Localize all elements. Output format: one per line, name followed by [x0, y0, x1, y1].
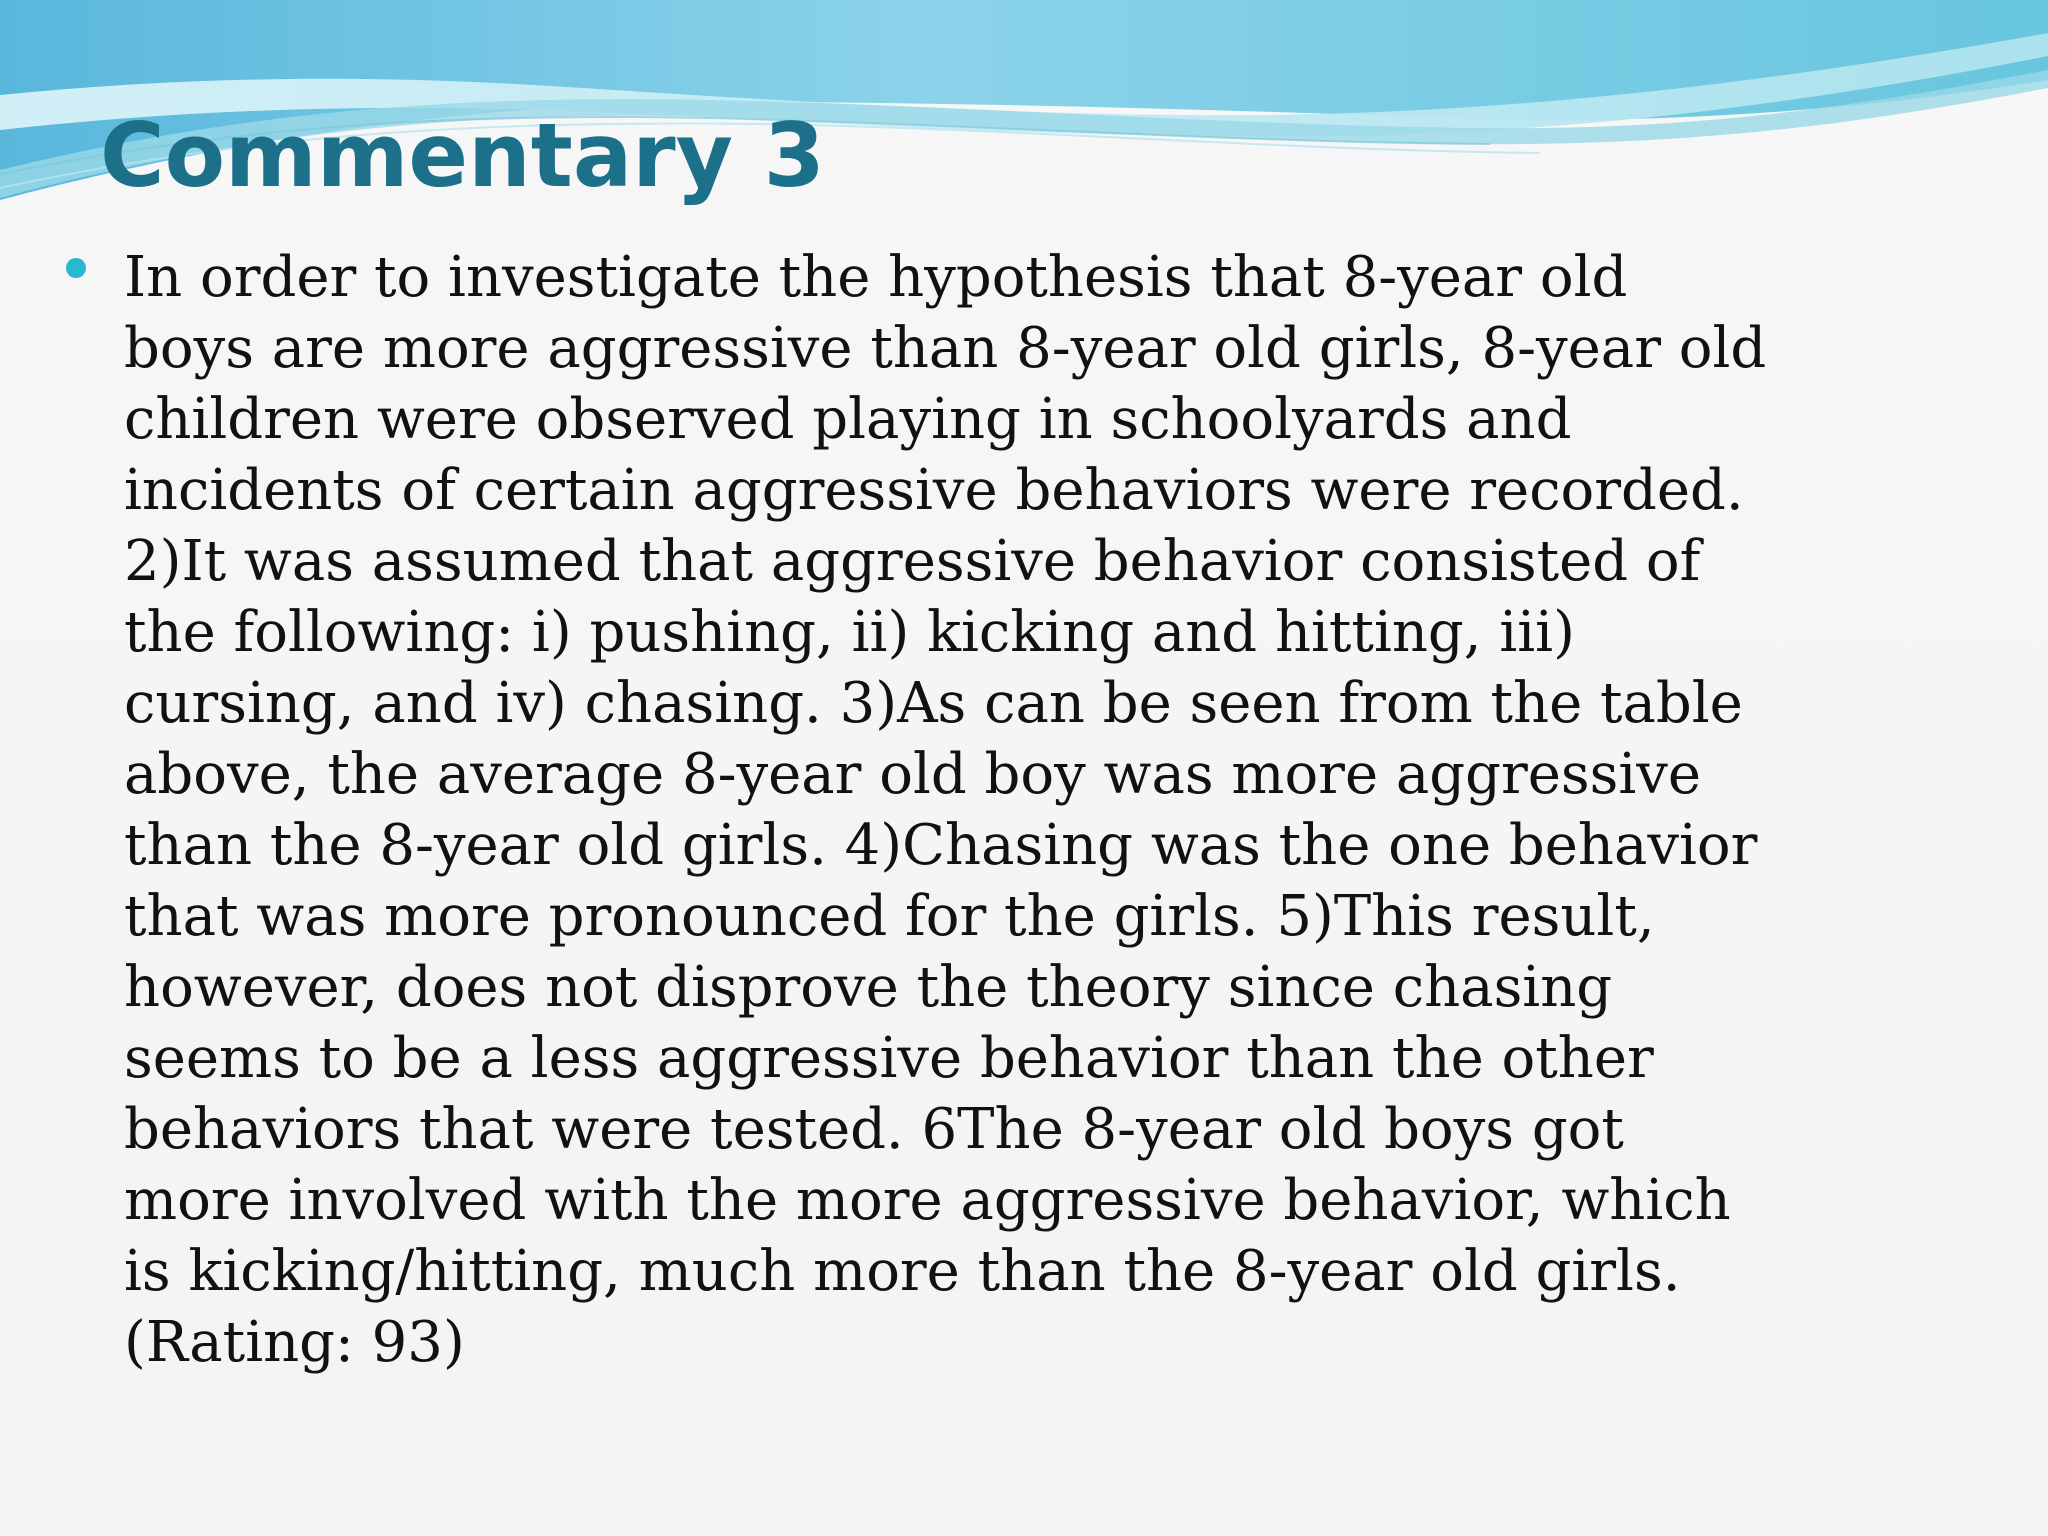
commentary-body — [124, 242, 2004, 1378]
body-line: the following: i) pushing, ii) kicking and hitting, iii) — [124, 600, 1575, 665]
bullet-icon — [66, 258, 86, 278]
body-line: (Rating: 93) — [124, 1310, 465, 1375]
body-line: is kicking/hitting, much more than the 8-year old girls. — [124, 1239, 1681, 1304]
body-line: In order to investigate the hypothesis that 8-year old — [124, 245, 1628, 310]
body-line: above, the average 8-year old boy was more aggressive — [124, 742, 1702, 807]
body-line: cursing, and iv) chasing. 3)As can be seen from the table — [124, 671, 1743, 736]
body-line: however, does not disprove the theory since chasing — [124, 955, 1613, 1020]
body-line: incidents of certain aggressive behaviors were recorded. — [124, 458, 1744, 523]
body-line: behaviors that were tested. 6The 8-year old boys got — [124, 1097, 1624, 1162]
body-line: seems to be a less aggressive behavior than the other — [124, 1026, 1654, 1091]
body-line: 2)It was assumed that aggressive behavior consisted of — [124, 529, 1701, 594]
body-line: more involved with the more aggressive behavior, which — [124, 1168, 1731, 1233]
body-line: than the 8-year old girls. 4)Chasing was the one behavior — [124, 813, 1758, 878]
body-line: children were observed playing in schoolyards and — [124, 387, 1572, 452]
body-line: boys are more aggressive than 8-year old girls, 8-year old — [124, 316, 1767, 381]
body-line: that was more pronounced for the girls. 5)This result, — [124, 884, 1655, 949]
slide-title: Commentary 3 — [100, 104, 825, 207]
